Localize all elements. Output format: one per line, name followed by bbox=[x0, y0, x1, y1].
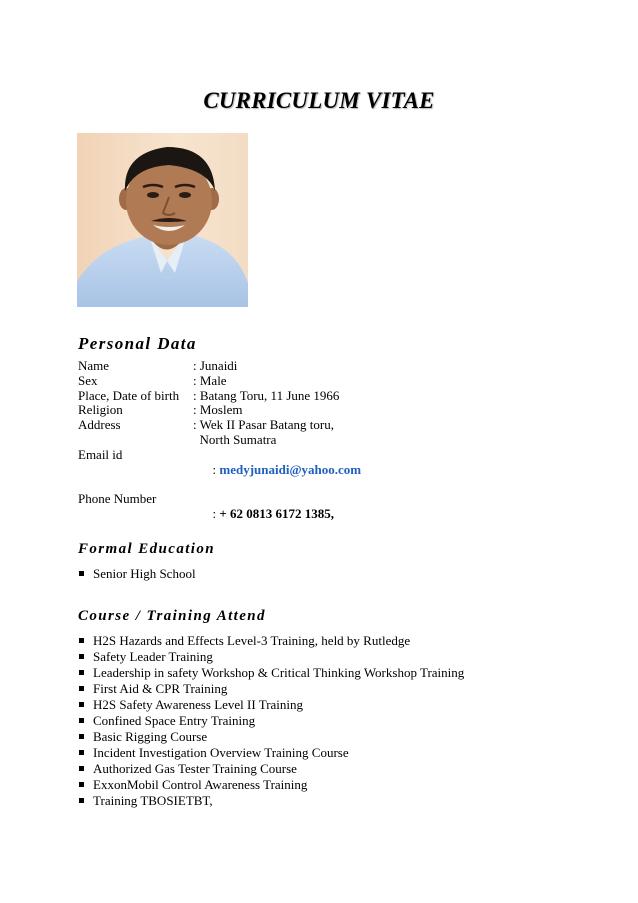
email-row bbox=[78, 448, 361, 492]
row-value: North Sumatra bbox=[193, 431, 277, 447]
personal-data-heading: Personal Data bbox=[78, 334, 197, 353]
list-item: Incident Investigation Overview Training Course bbox=[78, 745, 464, 761]
row-label: Email id bbox=[78, 446, 123, 462]
phone-number: + 62 0813 6172 1385, bbox=[219, 505, 335, 521]
list-item: H2S Hazards and Effects Level-3 Training, held by Rutledge bbox=[78, 633, 464, 649]
row-label: Phone Number bbox=[78, 491, 157, 507]
document-title: CURRICULUM VITAE bbox=[203, 88, 435, 113]
list-item: ExxonMobil Control Awareness Training bbox=[78, 777, 464, 793]
row-label: Name bbox=[78, 358, 110, 373]
list-item: First Aid & CPR Training bbox=[78, 681, 464, 697]
row-value: : Wek II Pasar Batang toru, bbox=[193, 417, 334, 433]
row-value: : Male bbox=[193, 372, 227, 388]
row-label bbox=[78, 433, 193, 448]
religion-row bbox=[78, 403, 361, 418]
education-list bbox=[78, 566, 196, 582]
email-link[interactable]: medyjunaidi@yahoo.com bbox=[219, 461, 362, 477]
row-value: : Junaidi bbox=[193, 358, 238, 373]
portrait-illustration bbox=[77, 133, 248, 307]
list-item: Authorized Gas Tester Training Course bbox=[78, 761, 464, 777]
phone-colon: : bbox=[212, 505, 220, 521]
list-item: Basic Rigging Course bbox=[78, 729, 464, 745]
list-item: H2S Safety Awareness Level II Training bbox=[78, 697, 464, 713]
training-list bbox=[78, 633, 464, 809]
list-item: Leadership in safety Workshop & Critical Thinking Workshop Training bbox=[78, 665, 464, 681]
phone-row bbox=[78, 492, 361, 536]
sex-row bbox=[78, 374, 361, 389]
list-item: Safety Leader Training bbox=[78, 649, 464, 665]
list-item: Training TBOSIETBT, bbox=[78, 793, 464, 809]
row-label: Place, Date of birth bbox=[78, 387, 180, 403]
profile-photo bbox=[77, 133, 248, 307]
personal-data-table bbox=[78, 359, 361, 537]
birth-row bbox=[78, 389, 361, 404]
row-value: : Moslem bbox=[193, 402, 243, 418]
row-label: Address bbox=[78, 417, 121, 433]
address-row bbox=[78, 418, 361, 433]
address-row-continued bbox=[78, 433, 361, 448]
row-label: Religion bbox=[78, 402, 123, 418]
list-item: Senior High School bbox=[78, 566, 196, 582]
email-colon: : bbox=[212, 461, 220, 477]
row-value: : Batang Toru, 11 June 1966 bbox=[193, 387, 340, 403]
row-label: Sex bbox=[78, 372, 98, 388]
training-heading: Course / Training Attend bbox=[78, 608, 266, 624]
name-row bbox=[78, 359, 361, 374]
list-item: Confined Space Entry Training bbox=[78, 713, 464, 729]
formal-education-heading: Formal Education bbox=[78, 541, 216, 557]
